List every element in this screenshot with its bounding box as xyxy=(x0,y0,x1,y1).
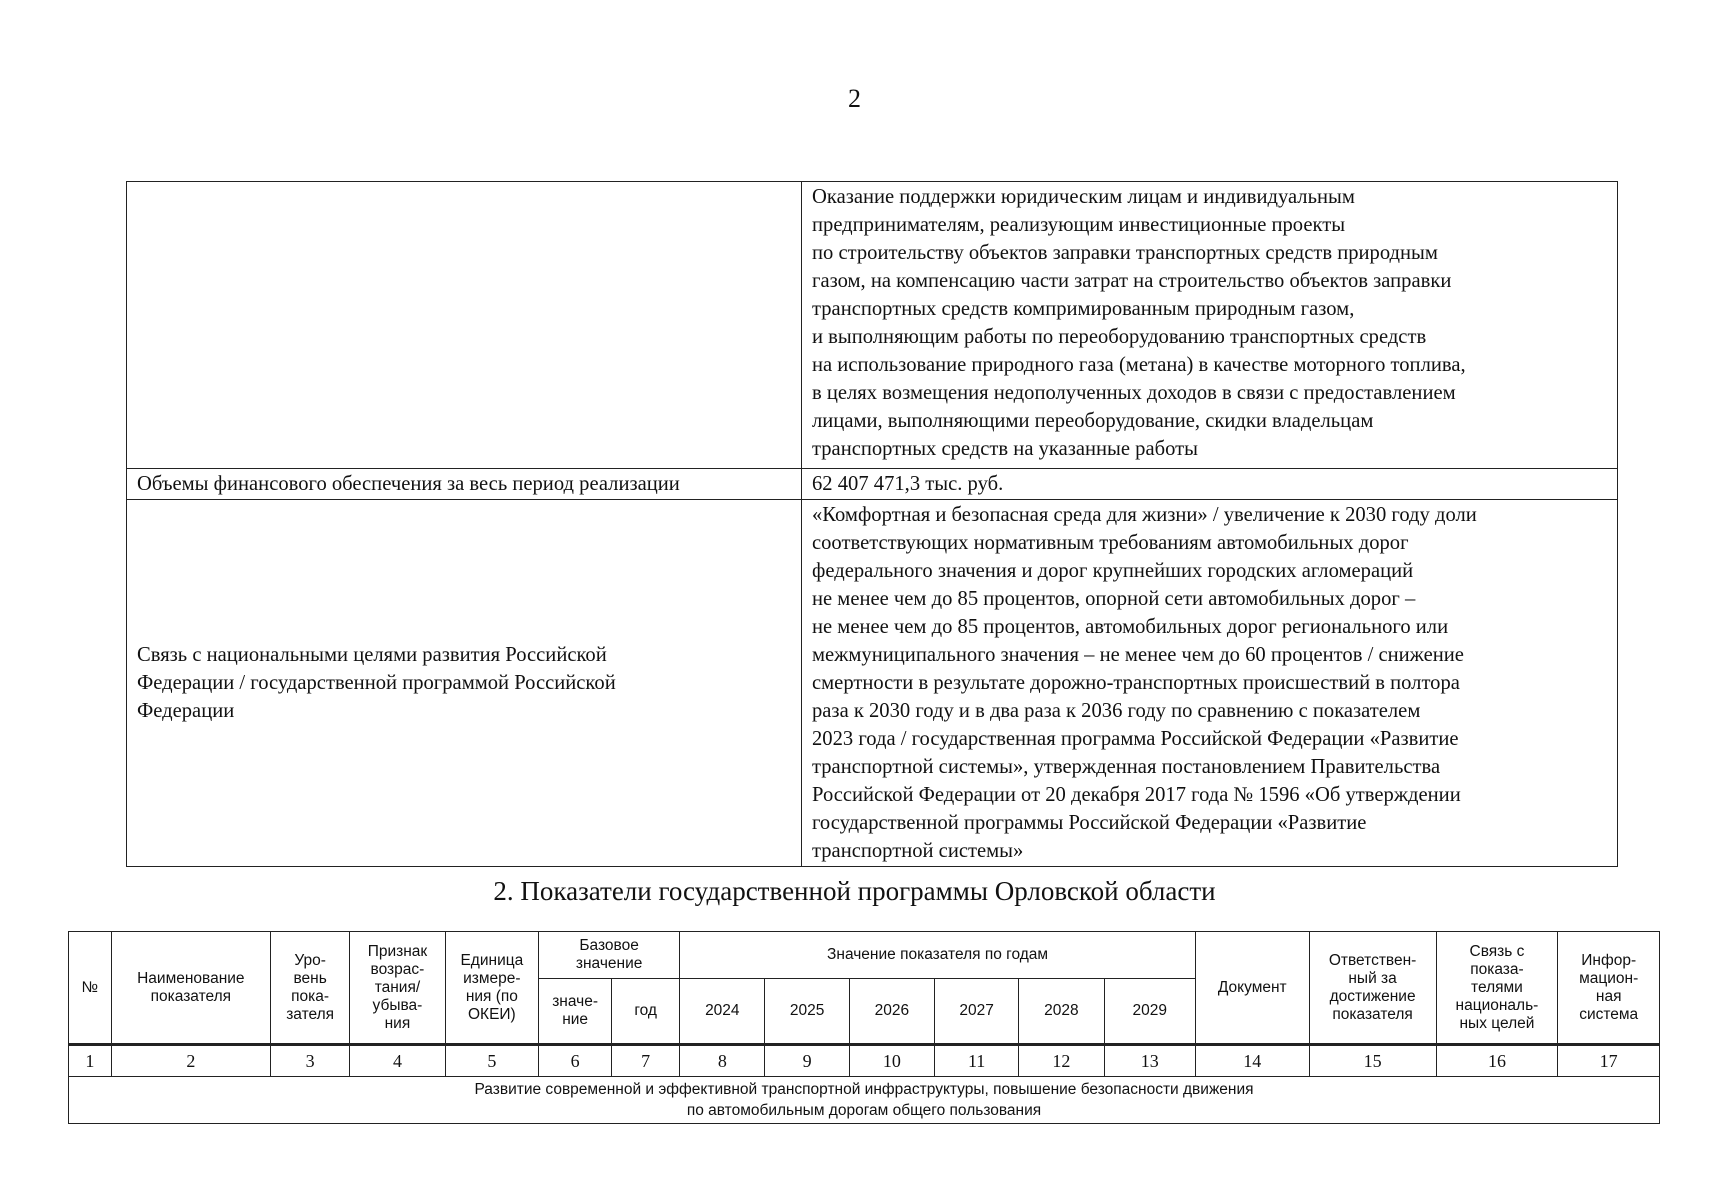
header-base-value-line: значе- xyxy=(552,993,599,1010)
support-line: по строительству объектов заправки транспортных средств природным xyxy=(812,242,1438,264)
support-line: лицами, выполняющими переоборудование, скидки владельцам xyxy=(812,410,1374,432)
section-row xyxy=(69,1077,1660,1124)
goals-line: межмуниципального значения – не менее чем до 60 процентов / снижение xyxy=(812,644,1464,666)
page-number: 2 xyxy=(848,84,861,113)
passport-row-goals xyxy=(127,500,1618,867)
header-year: 2027 xyxy=(935,979,1019,1045)
column-number-row xyxy=(69,1045,1660,1077)
column-number: 12 xyxy=(1019,1045,1104,1077)
column-number: 9 xyxy=(765,1045,849,1077)
passport-row-support xyxy=(127,182,1618,469)
header-level-line: Уро- xyxy=(294,951,326,969)
header-name-line: Наименование xyxy=(137,969,245,987)
header-responsible-line: Ответствен- xyxy=(1328,951,1417,969)
header-year: 2025 xyxy=(765,979,849,1045)
header-year: 2024 xyxy=(680,979,765,1045)
header-info-line: система xyxy=(1579,1005,1639,1023)
column-number: 10 xyxy=(849,1045,934,1077)
header-level-line: пока- xyxy=(291,987,330,1005)
header-responsible-line: достижение xyxy=(1329,987,1416,1005)
column-number: 2 xyxy=(111,1045,270,1077)
passport-row-finance xyxy=(127,469,1618,500)
header-base xyxy=(539,932,680,979)
column-number: 3 xyxy=(271,1045,350,1077)
column-number: 15 xyxy=(1309,1045,1436,1077)
header-base-year: год xyxy=(612,979,680,1045)
header-trend xyxy=(350,932,445,1045)
goals-line: раза к 2030 году и в два раза к 2036 году по сравнению с показателем xyxy=(812,700,1421,722)
goals-label-line: Федерации xyxy=(137,700,235,722)
header-unit-line: Единица xyxy=(460,951,524,969)
goals-line: соответствующих нормативным требованиям автомобильных дорог xyxy=(812,532,1409,554)
header-document: Документ xyxy=(1195,932,1309,1045)
header-name xyxy=(111,932,270,1045)
header-trend-line: Признак xyxy=(367,942,428,960)
goals-line: Российской Федерации от 20 декабря 2017 года № 1596 «Об утверждении xyxy=(812,784,1461,806)
header-responsible xyxy=(1309,932,1436,1045)
column-number: 16 xyxy=(1436,1045,1558,1077)
column-number: 4 xyxy=(350,1045,445,1077)
goals-line: не менее чем до 85 процентов, опорной сети автомобильных дорог – xyxy=(812,588,1416,610)
header-info-line: Инфор- xyxy=(1581,951,1637,969)
goals-line: транспортной системы» xyxy=(812,840,1024,862)
section-heading-line: Развитие современной и эффективной транспортной инфраструктуры, повышение безопасности движения xyxy=(474,1081,1254,1098)
column-number: 1 xyxy=(69,1045,112,1077)
header-level xyxy=(271,932,350,1045)
goals-line: федерального значения и дорог крупнейших городских агломераций xyxy=(812,560,1414,582)
header-unit xyxy=(445,932,538,1045)
support-text-cell xyxy=(802,182,1618,469)
column-number: 11 xyxy=(935,1045,1019,1077)
column-number: 17 xyxy=(1558,1045,1660,1077)
section-heading-line: по автомобильным дорогам общего пользования xyxy=(686,1102,1042,1119)
goals-line: 2023 года / государственная программа Российской Федерации «Развитие xyxy=(812,728,1459,750)
header-no: № xyxy=(69,932,112,1045)
support-line: газом, на компенсацию части затрат на строительство объектов заправки xyxy=(812,270,1452,292)
column-number: 7 xyxy=(612,1045,680,1077)
support-line: транспортных средств на указанные работы xyxy=(812,438,1198,460)
header-base-value xyxy=(539,979,612,1045)
goals-label-line: Связь с национальными целями развития Российской xyxy=(137,644,607,666)
column-number: 14 xyxy=(1195,1045,1309,1077)
header-unit-line: измере- xyxy=(463,969,521,987)
header-unit-line: ОКЕИ) xyxy=(467,1005,516,1023)
header-info-line: мацион- xyxy=(1579,969,1639,987)
support-line: предпринимателям, реализующим инвестиционные проекты xyxy=(812,214,1346,236)
header-name-line: показателя xyxy=(150,987,232,1005)
header-link-line: телями xyxy=(1471,978,1523,996)
section-title: 2. Показатели государственной программы Орловской области xyxy=(493,876,1216,906)
header-level-line: вень xyxy=(293,969,327,987)
header-trend-line: ния xyxy=(384,1014,411,1032)
column-number: 13 xyxy=(1104,1045,1195,1077)
header-trend-line: тания/ xyxy=(374,978,421,996)
goals-line: смертности в результате дорожно-транспортных происшествий в полтора xyxy=(812,672,1460,694)
header-base-line: значение xyxy=(575,955,643,972)
finance-label: Объемы финансового обеспечения за весь период реализации xyxy=(127,469,802,500)
column-number: 6 xyxy=(539,1045,612,1077)
header-year: 2029 xyxy=(1104,979,1195,1045)
header-row-top xyxy=(69,932,1660,979)
header-responsible-line: ный за xyxy=(1348,969,1397,987)
header-year: 2028 xyxy=(1019,979,1104,1045)
header-link-line: националь- xyxy=(1455,996,1539,1014)
column-number: 5 xyxy=(445,1045,538,1077)
goals-line: не менее чем до 85 процентов, автомобильных дорог регионального или xyxy=(812,616,1449,638)
support-line: и выполняющим работы по переоборудованию транспортных средств xyxy=(812,326,1427,348)
header-values-by-year: Значение показателя по годам xyxy=(680,932,1196,979)
header-link-line: ных целей xyxy=(1459,1014,1535,1032)
section-heading xyxy=(69,1077,1660,1124)
goals-line: транспортной системы», утвержденная постановлением Правительства xyxy=(812,756,1441,778)
support-line: транспортных средств компримированным природным газом, xyxy=(812,298,1355,320)
passport-table xyxy=(126,181,1618,867)
header-trend-line: возрас- xyxy=(370,960,425,978)
header-level-line: зателя xyxy=(286,1005,335,1023)
goals-label-line: Федерации / государственной программой Российской xyxy=(137,672,616,694)
finance-value: 62 407 471,3 тыс. руб. xyxy=(802,469,1618,500)
goals-label-cell xyxy=(127,500,802,867)
goals-line: «Комфортная и безопасная среда для жизни» / увеличение к 2030 году доли xyxy=(812,504,1477,526)
header-year: 2026 xyxy=(849,979,934,1045)
header-responsible-line: показателя xyxy=(1332,1005,1413,1023)
header-link-line: Связь с xyxy=(1469,942,1525,960)
header-info xyxy=(1558,932,1660,1045)
indicators-table xyxy=(68,931,1660,1124)
goals-line: государственной программы Российской Федерации «Развитие xyxy=(812,812,1367,834)
header-base-line: Базовое xyxy=(579,937,639,954)
goals-text-cell xyxy=(802,500,1618,867)
support-line: Оказание поддержки юридическим лицам и индивидуальным xyxy=(812,186,1355,208)
support-line: на использование природного газа (метана) в качестве моторного топлива, xyxy=(812,354,1466,376)
header-base-value-line: ние xyxy=(562,1011,589,1028)
header-info-line: ная xyxy=(1595,987,1622,1005)
header-unit-line: ния (по xyxy=(465,987,518,1005)
column-number: 8 xyxy=(680,1045,765,1077)
header-trend-line: убыва- xyxy=(372,996,423,1014)
header-link xyxy=(1436,932,1558,1045)
header-link-line: показа- xyxy=(1470,960,1524,978)
support-line: в целях возмещения недополученных доходов в связи с предоставлением xyxy=(812,382,1456,404)
support-label-cell xyxy=(127,182,802,469)
